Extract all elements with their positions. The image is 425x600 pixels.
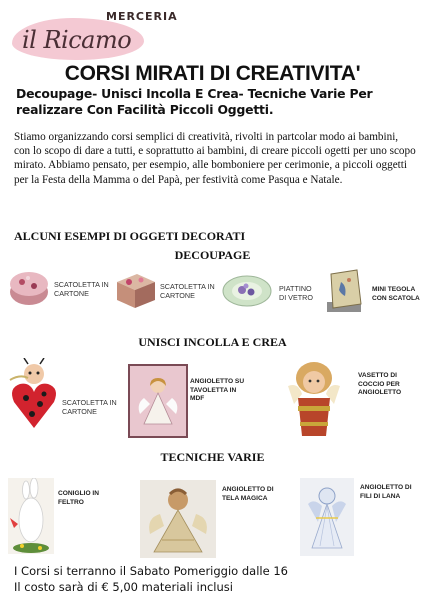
mini-tile-photo (323, 268, 365, 316)
page-title: CORSI MIRATI DI CREATIVITA' (64, 62, 361, 85)
section-heading-unisci: UNISCI INCOLLA E CREA (138, 335, 287, 349)
caption-felt-rabbit: CONIGLIO IN FELTRO (58, 490, 100, 506)
oval-box-photo (8, 268, 50, 308)
caption-ladybug-box: SCATOLETTA IN CARTONE (62, 398, 117, 416)
ladybug-heart-box-photo (8, 358, 60, 430)
wool-angel-photo (300, 478, 354, 556)
caption-magic-cloth-angel: ANGIOLETTO DI TELA MAGICA (222, 486, 274, 502)
caption-mini-tile: MINI TEGOLA CON SCATOLA (372, 286, 420, 302)
logo (8, 6, 178, 60)
logo-merceria-text: MERCERIA (106, 10, 178, 23)
angel-pot-photo (280, 356, 348, 440)
caption-wool-angel: ANGIOLETTO DI FILI DI LANA (360, 484, 412, 500)
felt-rabbit-photo (8, 478, 54, 554)
caption-oval-box: SCATOLETTA IN CARTONE (54, 280, 109, 298)
caption-glass-plate: PIATTINO DI VETRO (279, 284, 313, 302)
glass-plate-photo (222, 274, 272, 308)
angel-board-photo (128, 364, 188, 438)
section-heading-decoupage: DECOUPAGE (174, 248, 251, 262)
magic-cloth-angel-photo (140, 480, 216, 558)
caption-angel-board: ANGIOLETTO SU TAVOLETTA IN MDF (190, 378, 245, 402)
examples-heading: ALCUNI ESEMPI DI OGGETI DECORATI (14, 229, 246, 243)
footer-schedule: I Corsi si terranno il Sabato Pomeriggio dalle 16 (14, 564, 288, 578)
caption-square-box: SCATOLETTA IN CARTONE (160, 282, 215, 300)
square-box-photo (113, 268, 157, 310)
logo-name-text: il Ricamo (22, 26, 132, 54)
footer-cost: Il costo sarà di € 5,00 materiali inclusi (14, 580, 233, 594)
caption-angel-pot: VASETTO DI COCCIO PER ANGIOLETTO (358, 372, 402, 396)
section-heading-tecniche: TECNICHE VARIE (160, 450, 265, 464)
intro-paragraph: Stiamo organizzando corsi semplici di creatività, rivolti in partcolar modo ai bambini, con lo scopo di dare a tutti, e soprattutto ai bambini, di creare piccoli ogetti per uno scopo mirato. Abbiamo pensato, per esempio, alle bomboniere per cerimonie, a piccoli oggetti per la Festa della Mamma o del Papà, per festività come Pasqua e Natale. (14, 131, 416, 186)
page-subtitle: Decoupage- Unisci Incolla E Crea- Tecniche Varie Per realizzare Con Facilità Piccoli Oggetti. (16, 86, 373, 117)
